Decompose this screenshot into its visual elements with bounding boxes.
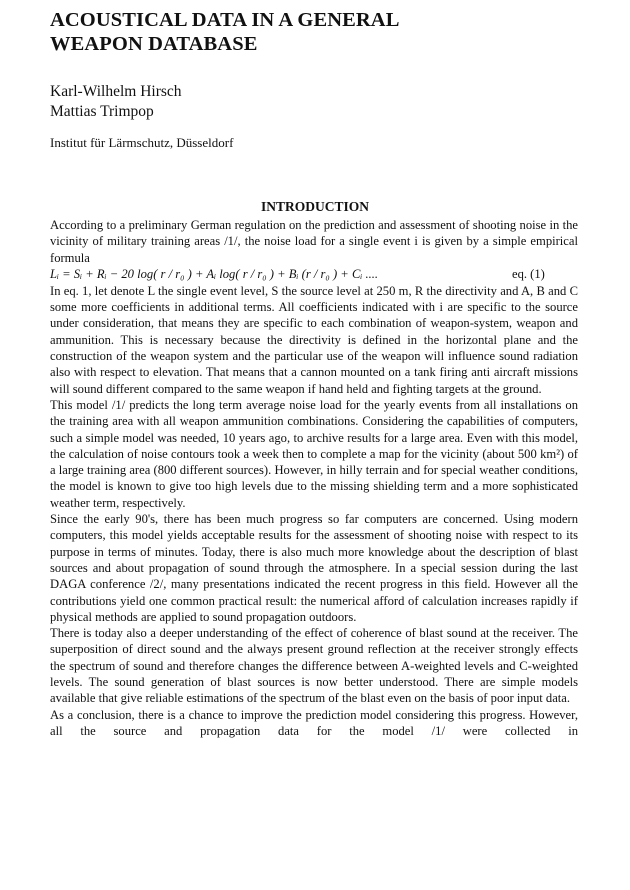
paragraph: As a conclusion, there is a chance to improve the prediction model considering this progress. However, all the source and propagation data for the model /1/ were collected in [50, 707, 578, 738]
paper-title [50, 8, 399, 56]
author-name: Karl-Wilhelm Hirsch [50, 83, 182, 100]
paragraph: In eq. 1, let denote L the single event level, S the source level at 250 m, R the directivity and A, B and C some more coefficients in additional terms. All coefficients indicated with i are specific to the source under consideration, that means they are specific to each combination of weapon-system, weapon and ammunition. This is necessary because the directivity is defined in the horizontal plane and the construction of the weapon system and the particular use of the weapon will influence sound radiation also with respect to elevation. That means that a cannon mounted on a tank firing anti aircraft missions will sound different compared to the same weapon if hand held and fighting targets at the ground. [50, 283, 578, 396]
author-list [50, 82, 182, 122]
author-name: Mattias Trimpop [50, 103, 154, 120]
equation [50, 266, 578, 283]
paragraph: According to a preliminary German regulation on the prediction and assessment of shooting noise in the vicinity of military training areas /1/, the noise load for a single event i is given by a simple empirical formula [50, 218, 578, 265]
paper-title-line-2: WEAPON DATABASE [50, 33, 258, 55]
equation-label: eq. (1) [512, 266, 545, 281]
body-text [50, 217, 578, 739]
paragraph: Since the early 90's, there has been much progress so far computers are concerned. Using modern computers, this model yields acceptable results for the assessment of shooting noise with respect to its purpose in terms of minutes. Today, there is also much more knowledge about the description of blast sources and about propagation of sound through the atmosphere. In a special session during the last DAGA conference /2/, many presentations indicated the recent progress in this field. However all the contributions yield one common practical result: the numerical afford of calculation increases rapidly if physical methods are applied to sound propagation outdoors. [50, 512, 578, 624]
paragraph: This model /1/ predicts the long term average noise load for the yearly events from all installations on the training area with all weapon ammunition combinations. Considering the capabilities of computers, such a simple model was needed, 10 years ago, to archive results for a large area. Even with this model, the calculation of noise contours took a week then to complete a map for the vicinity (about 500 km²) of a large training area (800 different sources). However, in hilly terrain and for special weather conditions, the model is known to give too high levels due to the missing shielding term and a more sophisticated weather term, respectively. [50, 397, 578, 510]
section-heading: INTRODUCTION [260, 199, 369, 214]
paper-title-line-1: ACOUSTICAL DATA IN A GENERAL [50, 9, 400, 31]
paragraph: There is today also a deeper understanding of the effect of coherence of blast sound at the receiver. The superposition of direct sound and the always present ground reflection at the receiver strongly effects the spectrum of sound and therefore changes the difference between A-weighted levels and C-weighted levels. The sound generation of blast sources is now better understood. There are simple models available that give reliable estimations of the spectrum of the blast even on the basis of poor input data. [50, 626, 578, 706]
equation-formula: Lᵢ = Sᵢ + Rᵢ − 20 log( r / r₀ ) + Aᵢ log( r / r₀ ) + Bᵢ (r / r₀ ) + Cᵢ .... [50, 266, 379, 281]
affiliation: Institut für Lärmschutz, Düsseldorf [50, 135, 234, 150]
